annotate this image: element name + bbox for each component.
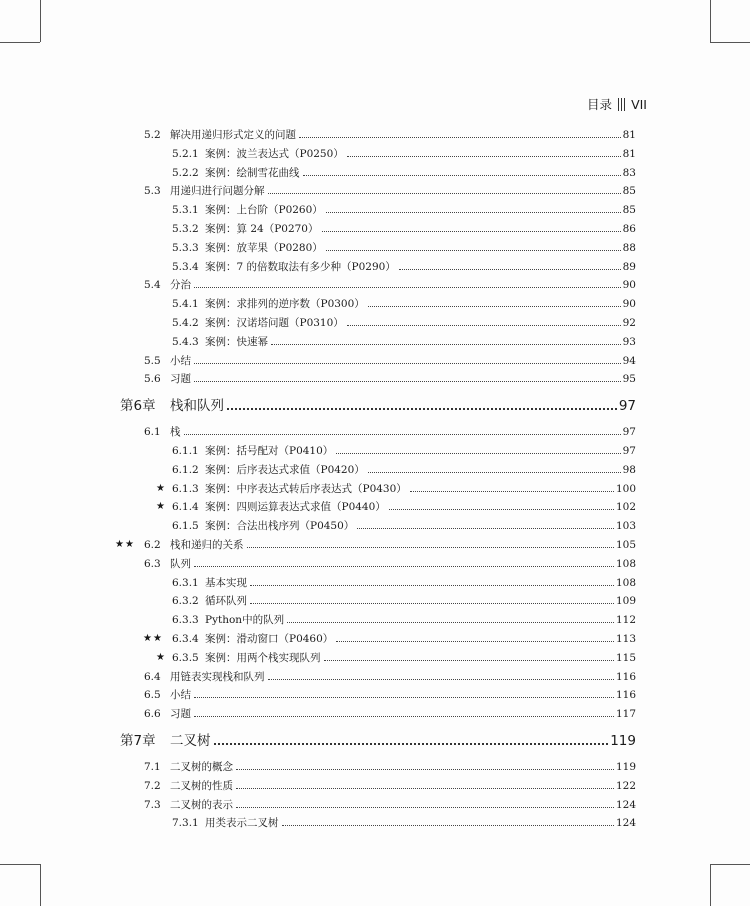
page-number: 81 (622, 129, 636, 141)
dot-leader (268, 192, 621, 194)
crop-mark (0, 42, 40, 43)
toc-entry[interactable] (144, 707, 636, 721)
difficulty-star-icon: ★ (156, 651, 166, 663)
page-number: 122 (615, 779, 636, 792)
section-title: 案例：7 的倍数取法有多少种（P0290） (205, 260, 396, 273)
section-title: 用类表示二叉树 (205, 817, 279, 830)
toc-entry[interactable] (143, 632, 636, 646)
page-number: 95 (622, 373, 636, 386)
toc-entry[interactable] (144, 670, 636, 684)
dot-leader (324, 659, 614, 661)
page-header (587, 95, 647, 113)
dot-leader (336, 640, 614, 642)
dot-leader (194, 715, 614, 717)
crop-mark (0, 864, 40, 865)
section-number: 6.1.4 (172, 501, 199, 514)
dot-leader (287, 621, 614, 623)
section-title: 习题 (170, 708, 191, 721)
page-number: 94 (622, 354, 636, 367)
page-number: 116 (615, 689, 636, 702)
toc-entry[interactable] (172, 147, 636, 161)
toc-entry[interactable] (172, 203, 636, 217)
section-title: 栈和递归的关系 (170, 539, 244, 551)
section-number: 6.3 (144, 557, 161, 570)
page-number: 93 (622, 335, 636, 348)
dot-leader (236, 768, 614, 770)
page-number: 103 (615, 520, 636, 533)
page-number: 90 (622, 298, 636, 311)
section-number: 5.3.1 (172, 204, 199, 217)
toc-entry[interactable] (172, 463, 636, 477)
crop-mark (710, 0, 711, 42)
section-title: Python中的队列 (205, 614, 285, 627)
toc-entry[interactable] (144, 760, 636, 774)
toc-entry[interactable] (172, 260, 636, 274)
toc-entry[interactable] (172, 316, 636, 330)
section-title: 循环队列 (205, 595, 247, 608)
toc-entry[interactable] (172, 222, 636, 236)
difficulty-star-icon: ★★ (115, 539, 135, 550)
toc-entry[interactable] (144, 688, 636, 702)
header-rule-icon (618, 98, 625, 111)
section-number: 6.4 (144, 670, 161, 683)
section-title: 案例：波兰表达式（P0250） (205, 147, 344, 160)
section-title: 小结 (170, 354, 191, 367)
section-title: 二叉树的表示 (170, 798, 233, 811)
section-title: 用递归进行问题分解 (170, 185, 265, 198)
chapter-row[interactable] (120, 397, 636, 415)
section-number: 6.3.5 (172, 651, 199, 664)
toc-entry[interactable] (144, 128, 636, 142)
toc-entry[interactable] (172, 816, 636, 830)
dot-leader (347, 155, 621, 157)
section-title: 小结 (170, 689, 191, 702)
dot-leader (194, 286, 621, 288)
section-number: 5.3.3 (172, 241, 199, 254)
dot-leader (214, 742, 609, 745)
crop-mark (710, 864, 750, 865)
toc-entry[interactable] (144, 278, 636, 292)
page-number: 112 (615, 614, 636, 627)
section-number: 5.4.1 (172, 298, 199, 311)
page-number: 124 (615, 817, 636, 830)
dot-leader (347, 324, 621, 326)
page-number: 89 (622, 260, 636, 273)
page-number: 100 (615, 482, 636, 495)
section-title: 习题 (170, 373, 191, 386)
difficulty-star-icon: ★ (156, 482, 166, 494)
toc-entry[interactable] (156, 482, 636, 496)
toc-entry[interactable] (172, 576, 636, 590)
section-title: 二叉树的性质 (170, 779, 233, 792)
dot-leader (250, 584, 614, 586)
section-title: 案例：求排列的逆序数（P0300） (205, 298, 365, 311)
section-title: 案例：上台阶（P0260） (205, 204, 323, 217)
section-title: 案例：中序表达式转后序表达式（P0430） (205, 482, 407, 495)
page-number: 119 (615, 761, 636, 773)
page-number: 109 (615, 595, 636, 608)
page-number: 116 (615, 670, 636, 683)
page-number: 85 (622, 204, 636, 217)
toc-entry[interactable] (172, 241, 636, 255)
page-number: 81 (622, 147, 636, 160)
toc-entry[interactable] (172, 335, 636, 349)
difficulty-star-icon: ★ (156, 501, 166, 513)
dot-leader (299, 136, 621, 138)
crop-mark (40, 864, 41, 906)
section-number: 5.3.2 (172, 223, 199, 235)
crop-mark (710, 42, 750, 43)
section-title: 用链表实现栈和队列 (170, 670, 265, 683)
dot-leader (247, 546, 614, 548)
toc-entry[interactable] (144, 557, 636, 571)
section-number: 6.3.1 (172, 576, 199, 589)
dot-leader (194, 696, 614, 698)
toc-entry[interactable] (144, 779, 636, 793)
page-number: 85 (622, 185, 636, 198)
dot-leader (326, 211, 621, 213)
section-number: 6.3.3 (172, 614, 199, 627)
toc-entry[interactable] (144, 798, 636, 812)
header-page-roman: VII (631, 96, 647, 112)
section-title: 基本实现 (205, 576, 247, 589)
page-number: 117 (615, 708, 636, 721)
section-number: 7.1 (144, 761, 161, 773)
dot-leader (322, 230, 621, 232)
section-title: 案例：合法出栈序列（P0450） (205, 520, 355, 533)
dot-leader (194, 565, 614, 567)
chapter-number: 第6章 (120, 398, 156, 415)
crop-mark (710, 864, 711, 906)
toc-entry[interactable] (156, 500, 636, 514)
section-title: 二叉树的概念 (170, 761, 233, 773)
toc-entry[interactable] (144, 354, 636, 368)
section-title: 案例：放苹果（P0280） (205, 241, 323, 254)
dot-leader (282, 824, 614, 826)
section-number: 6.6 (144, 708, 161, 721)
section-number: 5.2.2 (172, 166, 199, 179)
dot-leader (410, 490, 614, 492)
section-number: 6.1.2 (172, 463, 199, 476)
chapter-number: 第7章 (120, 733, 156, 749)
page-number: 98 (622, 463, 636, 476)
dot-leader (336, 452, 620, 454)
section-number: 5.5 (144, 354, 161, 367)
section-title: 案例：后序表达式求值（P0420） (205, 463, 365, 476)
section-number: 5.4.3 (172, 335, 199, 348)
dot-leader (236, 787, 614, 789)
toc-entry[interactable] (144, 372, 636, 386)
section-title: 栈 (170, 426, 181, 439)
page-number: 92 (622, 317, 636, 329)
section-title: 分治 (170, 279, 191, 292)
toc-entry[interactable] (115, 538, 636, 552)
page-number: 86 (622, 223, 636, 235)
section-number: 5.6 (144, 373, 161, 386)
dot-leader (194, 380, 621, 382)
header-label: 目录 (587, 97, 613, 112)
dot-leader (326, 249, 621, 251)
section-number: 6.3.4 (172, 633, 199, 645)
toc-entry[interactable] (172, 166, 636, 180)
section-number: 5.3.4 (172, 260, 199, 273)
dot-leader (368, 305, 621, 307)
crop-mark (40, 0, 41, 42)
toc-entry[interactable] (144, 425, 636, 439)
dot-leader (389, 508, 614, 510)
chapter-title: 栈和队列 (170, 398, 224, 415)
section-number: 6.3.2 (172, 595, 199, 608)
dot-leader (184, 433, 621, 435)
toc-entry[interactable] (172, 519, 636, 533)
page-number: 97 (622, 445, 636, 457)
difficulty-star-icon: ★★ (143, 633, 163, 644)
page-number: 124 (615, 798, 636, 811)
section-number: 6.1.3 (172, 482, 199, 495)
page-number: 88 (622, 241, 636, 254)
section-title: 案例：滑动窗口（P0460） (205, 633, 334, 645)
section-title: 案例：用两个栈实现队列 (205, 651, 321, 664)
section-number: 6.1 (144, 426, 161, 439)
toc-entry[interactable] (172, 297, 636, 311)
dot-leader (250, 602, 614, 604)
section-number: 5.3 (144, 185, 161, 198)
page-number: 108 (615, 576, 636, 589)
page-number: 90 (622, 279, 636, 292)
toc-entry[interactable] (172, 444, 636, 458)
toc-entry[interactable] (144, 184, 636, 198)
dot-leader (368, 471, 621, 473)
page-number: 105 (615, 539, 636, 551)
page-number: 115 (615, 651, 636, 664)
section-number: 6.1.1 (172, 445, 199, 457)
section-title: 案例：括号配对（P0410） (205, 445, 334, 457)
section-number: 5.2.1 (172, 147, 199, 160)
section-number: 5.4.2 (172, 317, 199, 329)
dot-leader (357, 527, 614, 529)
section-title: 案例：绘制雪花曲线 (205, 166, 300, 179)
section-title: 案例：汉诺塔问题（P0310） (205, 317, 344, 329)
section-number: 5.4 (144, 279, 161, 292)
page-number: 119 (610, 733, 636, 749)
section-number: 6.2 (144, 539, 161, 551)
dot-leader (268, 678, 614, 680)
dot-leader (303, 174, 621, 176)
section-number: 7.3.1 (172, 817, 199, 830)
section-number: 6.5 (144, 689, 161, 702)
dot-leader (399, 268, 621, 270)
toc-entry[interactable] (172, 613, 636, 627)
page-number: 108 (615, 557, 636, 570)
page-number: 113 (615, 633, 636, 645)
section-number: 7.2 (144, 779, 161, 792)
dot-leader (236, 806, 614, 808)
dot-leader (271, 343, 621, 345)
section-number: 7.3 (144, 798, 161, 811)
section-title: 案例：四则运算表达式求值（P0440） (205, 501, 386, 514)
section-number: 5.2 (144, 129, 161, 141)
section-title: 解决用递归形式定义的问题 (170, 129, 296, 141)
dot-leader (194, 362, 621, 364)
chapter-row[interactable] (120, 732, 636, 750)
section-number: 6.1.5 (172, 520, 199, 533)
page-number: 83 (622, 166, 636, 179)
page-number: 102 (615, 501, 636, 514)
page-number: 97 (622, 426, 636, 439)
section-title: 队列 (170, 557, 191, 570)
page-number: 97 (618, 398, 636, 415)
chapter-title: 二叉树 (170, 733, 211, 749)
section-title: 案例：快速幂 (205, 335, 268, 348)
toc-entry[interactable] (156, 651, 636, 665)
dot-leader (227, 407, 617, 410)
toc-entry[interactable] (172, 594, 636, 608)
section-title: 案例：算 24（P0270） (205, 223, 319, 235)
